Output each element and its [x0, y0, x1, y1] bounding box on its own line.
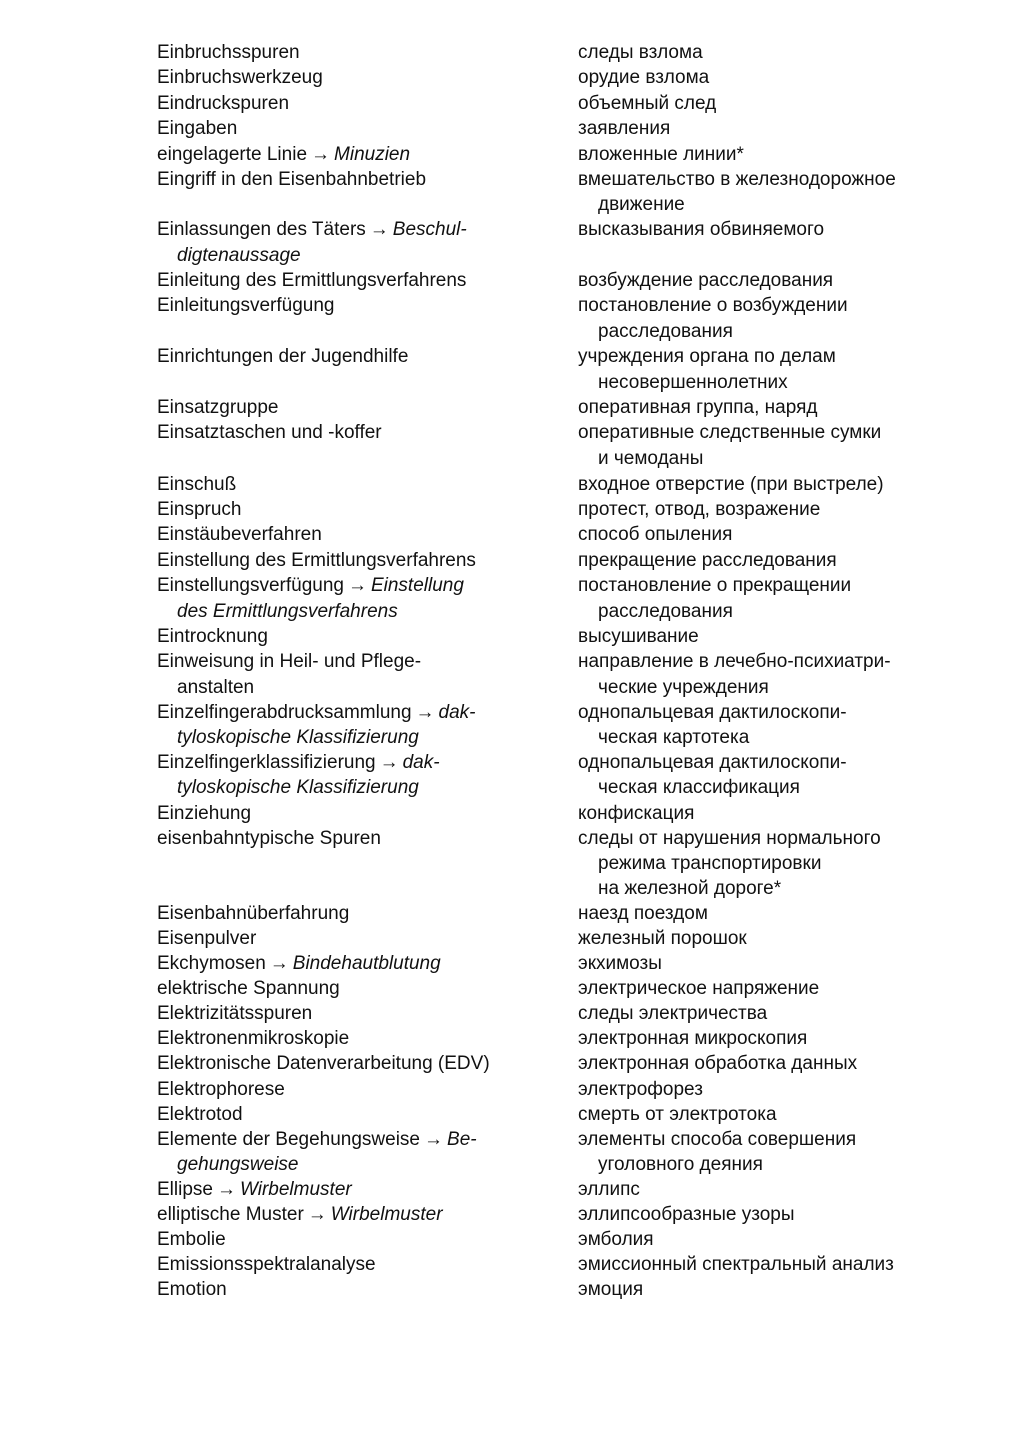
german-entry — [157, 1277, 227, 1302]
russian-entry — [578, 91, 716, 116]
term-text: входное отверстие (при выстреле) — [578, 474, 884, 495]
term-text: Elektrizitätsspuren — [157, 1003, 313, 1024]
term-text: следы взлома — [578, 42, 703, 63]
term-text: Einsatztaschen und -koffer — [157, 422, 382, 443]
german-entry — [157, 1001, 312, 1026]
russian-entry — [578, 344, 836, 369]
term-text: Eingaben — [157, 118, 238, 139]
german-entry — [157, 1051, 490, 1076]
term-text: Elektronenmikroskopie — [157, 1028, 350, 1049]
russian-entry-continuation — [578, 851, 821, 876]
german-entry — [157, 293, 334, 318]
russian-entry — [578, 1177, 640, 1202]
german-entry — [157, 420, 382, 445]
russian-entry — [578, 40, 703, 65]
arrow-icon: → — [307, 1204, 327, 1225]
term-text: эмболия — [578, 1229, 654, 1250]
russian-entry — [578, 926, 747, 951]
term-text: смерть от электротока — [578, 1104, 777, 1125]
term-text: Einleitung des Ermittlungsverfahrens — [157, 270, 467, 291]
russian-entry — [578, 268, 833, 293]
term-text: заявления — [578, 118, 671, 139]
term-text: ческая картотека — [598, 727, 750, 748]
russian-entry — [578, 420, 881, 445]
cross-reference-text: Einstellung — [370, 575, 464, 596]
term-text: Eintrocknung — [157, 626, 268, 647]
arrow-icon: → — [379, 752, 399, 773]
russian-entry-continuation — [578, 1152, 763, 1177]
russian-entry — [578, 167, 896, 192]
german-entry — [157, 548, 476, 573]
russian-entry — [578, 700, 847, 725]
german-entry — [157, 65, 323, 90]
term-text: эллипс — [578, 1179, 640, 1200]
cross-reference-text: Bindehautblutung — [292, 953, 441, 974]
term-text: Eisenbahnüberfahrung — [157, 903, 350, 924]
arrow-icon: → — [415, 702, 435, 723]
term-text: Einstellung des Ermittlungsverfahrens — [157, 550, 476, 571]
german-entry — [157, 40, 300, 65]
russian-entry-continuation — [578, 876, 781, 901]
german-entry — [157, 901, 349, 926]
term-text: экхимозы — [578, 953, 662, 974]
arrow-icon: → — [269, 953, 289, 974]
russian-entry — [578, 624, 699, 649]
german-entry — [157, 116, 237, 141]
russian-entry — [578, 142, 744, 167]
russian-entry — [578, 1026, 807, 1051]
term-text: Einbruchswerkzeug — [157, 67, 323, 88]
german-entry — [157, 649, 421, 674]
term-text: ческие учреждения — [598, 677, 769, 698]
russian-entry-continuation — [578, 370, 788, 395]
russian-entry — [578, 1001, 767, 1026]
term-text: Einstäubeverfahren — [157, 524, 322, 545]
term-text: эмоция — [578, 1279, 644, 1300]
term-text: elliptische Muster — [157, 1204, 304, 1225]
german-entry-continuation — [157, 1152, 298, 1177]
german-entry — [157, 217, 467, 242]
russian-entry-continuation — [578, 675, 769, 700]
term-text: объемный след — [578, 93, 717, 114]
russian-entry — [578, 217, 824, 242]
arrow-icon: → — [216, 1179, 236, 1200]
term-text: Ekchymosen — [157, 953, 266, 974]
russian-entry — [578, 395, 817, 420]
term-text: вложенные линии* — [578, 144, 744, 165]
term-text: постановление о прекращении — [578, 575, 852, 596]
term-text: Einziehung — [157, 803, 252, 824]
term-text: постановление о возбуждении — [578, 295, 848, 316]
term-text: элементы способа совершения — [578, 1129, 857, 1150]
cross-reference-text: Be- — [447, 1129, 477, 1150]
term-text: ческая классификация — [598, 777, 800, 798]
german-entry — [157, 142, 410, 167]
german-entry — [157, 700, 475, 725]
term-text: расследования — [598, 321, 733, 342]
german-entry — [157, 522, 322, 547]
russian-entry — [578, 548, 837, 573]
term-text: несовершеннолетних — [598, 372, 788, 393]
term-text: электрическое напряжение — [578, 978, 820, 999]
russian-entry — [578, 65, 709, 90]
russian-entry — [578, 1252, 894, 1277]
russian-entry — [578, 573, 851, 598]
cross-reference-text: Beschul- — [392, 219, 467, 240]
russian-entry — [578, 497, 820, 522]
term-text: высушивание — [578, 626, 699, 647]
russian-entry-continuation — [578, 446, 703, 471]
term-text: Einrichtungen der Jugendhilfe — [157, 346, 409, 367]
term-text: eisenbahntypische Spuren — [157, 828, 381, 849]
term-text: высказывания обвиняемого — [578, 219, 825, 240]
term-text: Elektrotod — [157, 1104, 243, 1125]
cross-reference-text: Wirbelmuster — [330, 1204, 443, 1225]
cross-reference-text: Wirbelmuster — [239, 1179, 352, 1200]
german-entry — [157, 497, 242, 522]
russian-entry-continuation — [578, 599, 733, 624]
russian-entry — [578, 522, 732, 547]
term-text: уголовного деяния — [598, 1154, 763, 1175]
german-entry — [157, 1127, 477, 1152]
russian-entry-continuation — [578, 192, 685, 217]
german-entry — [157, 472, 236, 497]
term-text: однопальцевая дактилоскопи- — [578, 702, 847, 723]
term-text: электронная обработка данных — [578, 1053, 858, 1074]
cross-reference-text: digtenaussage — [177, 245, 301, 266]
german-entry-continuation — [157, 675, 254, 700]
russian-entry — [578, 293, 848, 318]
term-text: оперативная группа, наряд — [578, 397, 818, 418]
cross-reference-text: des Ermittlungsverfahrens — [177, 601, 398, 622]
russian-entry — [578, 472, 884, 497]
term-text: режима транспортировки — [598, 853, 822, 874]
german-entry — [157, 1227, 226, 1252]
russian-entry — [578, 1102, 777, 1127]
german-entry — [157, 1202, 443, 1227]
russian-entry — [578, 1127, 856, 1152]
term-text: Ellipse — [157, 1179, 213, 1200]
term-text: конфискация — [578, 803, 695, 824]
german-entry — [157, 750, 440, 775]
german-entry-continuation — [157, 775, 419, 800]
term-text: протест, отвод, возражение — [578, 499, 821, 520]
german-entry-continuation — [157, 599, 398, 624]
term-text: эллипсообразные узоры — [578, 1204, 795, 1225]
term-text: Embolie — [157, 1229, 226, 1250]
term-text: расследования — [598, 601, 733, 622]
russian-entry — [578, 116, 670, 141]
term-text: электрофорез — [578, 1079, 703, 1100]
term-text: орудие взлома — [578, 67, 710, 88]
german-entry — [157, 976, 340, 1001]
russian-entry — [578, 1277, 643, 1302]
german-entry — [157, 1077, 285, 1102]
german-entry — [157, 395, 278, 420]
term-text: eingelagerte Linie — [157, 144, 308, 165]
russian-entry — [578, 1051, 857, 1076]
term-text: Einlassungen des Täters — [157, 219, 366, 240]
term-text: железный порошок — [578, 928, 747, 949]
german-entry — [157, 1252, 376, 1277]
russian-entry — [578, 976, 819, 1001]
term-text: Emissionsspektralanalyse — [157, 1254, 376, 1275]
term-text: прекращение расследования — [578, 550, 837, 571]
german-entry — [157, 826, 381, 851]
term-text: следы электричества — [578, 1003, 768, 1024]
german-entry — [157, 268, 466, 293]
german-entry — [157, 926, 256, 951]
cross-reference-text: Minuzien — [334, 144, 411, 165]
term-text: эмиссионный спектральный анализ — [578, 1254, 894, 1275]
term-text: elektrische Spannung — [157, 978, 340, 999]
russian-entry — [578, 801, 694, 826]
german-entry — [157, 573, 464, 598]
russian-entry-continuation — [578, 319, 733, 344]
german-entry — [157, 1102, 243, 1127]
cross-reference-text: gehungsweise — [177, 1154, 299, 1175]
german-entry — [157, 91, 289, 116]
term-text: оперативные следственные сумки — [578, 422, 882, 443]
russian-entry — [578, 951, 662, 976]
term-text: Einweisung in Heil- und Pflege- — [157, 651, 422, 672]
russian-entry-continuation — [578, 775, 800, 800]
term-text: Einzelfingerabdrucksammlung — [157, 702, 412, 723]
term-text: Eisenpulver — [157, 928, 257, 949]
arrow-icon: → — [311, 144, 331, 165]
term-text: движение — [598, 194, 685, 215]
cross-reference-text: tyloskopische Klassifizierung — [177, 777, 419, 798]
german-entry — [157, 624, 268, 649]
cross-reference-text: dak- — [438, 702, 476, 723]
term-text: Einsatzgruppe — [157, 397, 279, 418]
term-text: Einzelfingerklassifizierung — [157, 752, 376, 773]
russian-entry — [578, 1202, 795, 1227]
term-text: и чемоданы — [598, 448, 704, 469]
russian-entry — [578, 1077, 703, 1102]
russian-entry — [578, 826, 881, 851]
russian-entry — [578, 1227, 654, 1252]
term-text: Einspruch — [157, 499, 242, 520]
term-text: направление в лечебно-психиатри- — [578, 651, 891, 672]
term-text: учреждения органа по делам — [578, 346, 836, 367]
russian-entry — [578, 649, 891, 674]
russian-entry — [578, 901, 708, 926]
term-text: Eingriff in den Eisenbahnbetrieb — [157, 169, 427, 190]
cross-reference-text: dak- — [402, 752, 440, 773]
german-entry — [157, 951, 441, 976]
arrow-icon: → — [369, 219, 389, 240]
german-entry — [157, 1026, 349, 1051]
term-text: возбуждение расследования — [578, 270, 834, 291]
term-text: Einleitungsverfügung — [157, 295, 335, 316]
term-text: Emotion — [157, 1279, 227, 1300]
german-entry — [157, 801, 251, 826]
cross-reference-text: tyloskopische Klassifizierung — [177, 727, 419, 748]
term-text: следы от нарушения нормального — [578, 828, 881, 849]
russian-entry-continuation — [578, 725, 749, 750]
german-entry — [157, 1177, 352, 1202]
term-text: однопальцевая дактилоскопи- — [578, 752, 847, 773]
german-entry — [157, 167, 426, 192]
arrow-icon: → — [347, 575, 367, 596]
term-text: Elektrophorese — [157, 1079, 285, 1100]
german-entry-continuation — [157, 243, 301, 268]
term-text: вмешательство в железнодорожное — [578, 169, 896, 190]
german-entry-continuation — [157, 725, 419, 750]
term-text: Elektronische Datenverarbeitung (EDV) — [157, 1053, 490, 1074]
term-text: электронная микроскопия — [578, 1028, 808, 1049]
term-text: Einstellungsverfügung — [157, 575, 344, 596]
term-text: Eindruckspuren — [157, 93, 290, 114]
arrow-icon: → — [424, 1129, 444, 1150]
term-text: Elemente der Begehungsweise — [157, 1129, 421, 1150]
german-entry — [157, 344, 408, 369]
term-text: Einbruchsspuren — [157, 42, 300, 63]
russian-entry — [578, 750, 847, 775]
term-text: anstalten — [177, 677, 255, 698]
term-text: наезд поездом — [578, 903, 708, 924]
term-text: Einschuß — [157, 474, 237, 495]
term-text: способ опыления — [578, 524, 733, 545]
term-text: на железной дороге* — [598, 878, 782, 899]
